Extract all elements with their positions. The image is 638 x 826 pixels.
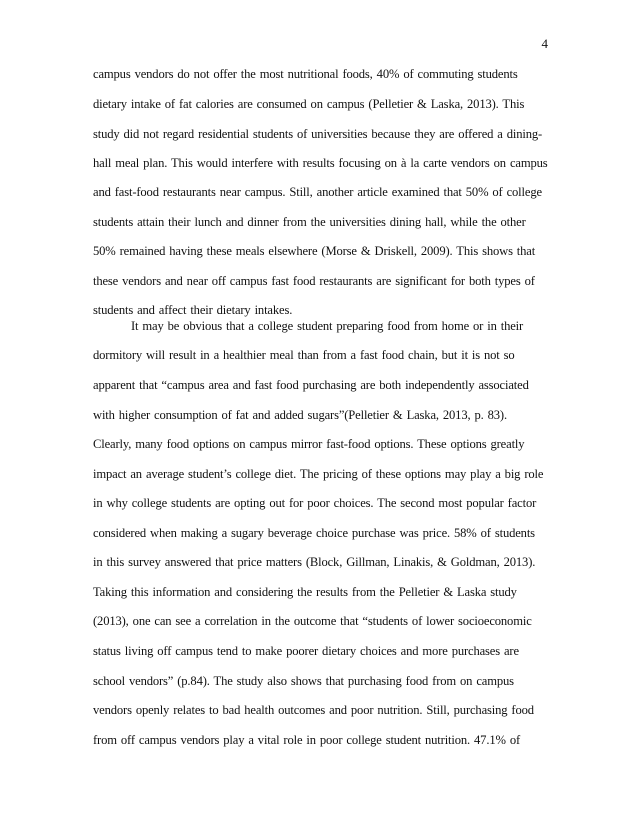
text-line: with higher consumption of fat and added sugars”(Pelletier & Laska, 2013, p. 83). xyxy=(93,408,507,422)
text-line: in this survey answered that price matters (Block, Gillman, Linakis, & Goldman, 2013). xyxy=(93,555,536,569)
text-line: these vendors and near off campus fast food restaurants are significant for both types of xyxy=(93,274,535,288)
text-line: considered when making a sugary beverage choice purchase was price. 58% of students xyxy=(93,526,535,540)
text-line: study did not regard residential students of universities because they are offered a dining- xyxy=(93,127,543,141)
text-line: apparent that “campus area and fast food purchasing are both independently associated xyxy=(93,378,529,392)
text-line: 50% remained having these meals elsewhere (Morse & Driskell, 2009). This shows that xyxy=(93,244,536,258)
text-line: Taking this information and considering the results from the Pelletier & Laska study xyxy=(93,585,517,599)
text-line: (2013), one can see a correlation in the outcome that “students of lower socioeconomic xyxy=(93,614,532,628)
text-line: status living off campus tend to make poorer dietary choices and more purchases are xyxy=(93,644,519,658)
paragraph-first-line: It may be obvious that a college student preparing food from home or in their xyxy=(131,319,524,333)
text-line: and fast-food restaurants near campus. Still, another article examined that 50% of college xyxy=(93,185,542,199)
text-line: school vendors” (p.84). The study also shows that purchasing food from on campus xyxy=(93,674,514,688)
text-line: vendors openly relates to bad health outcomes and poor nutrition. Still, purchasing food xyxy=(93,703,534,717)
text-line: impact an average student’s college diet. The pricing of these options may play a big role xyxy=(93,467,544,481)
text-line: students attain their lunch and dinner from the universities dining hall, while the other xyxy=(93,215,526,229)
text-line: dormitory will result in a healthier meal than from a fast food chain, but it is not so xyxy=(93,348,515,362)
text-line: campus vendors do not offer the most nutritional foods, 40% of commuting students xyxy=(93,67,518,81)
page-number: 4 xyxy=(541,36,548,51)
text-line: Clearly, many food options on campus mirror fast-food options. These options greatly xyxy=(93,437,525,451)
text-line: in why college students are opting out for poor choices. The second most popular factor xyxy=(93,496,537,510)
text-line: students and affect their dietary intakes. xyxy=(93,303,293,317)
text-line: from off campus vendors play a vital role in poor college student nutrition. 47.1% of xyxy=(93,733,521,747)
text-line: hall meal plan. This would interfere with results focusing on à la carte vendors on campus xyxy=(93,156,548,170)
text-line: dietary intake of fat calories are consumed on campus (Pelletier & Laska, 2013). This xyxy=(93,97,525,111)
